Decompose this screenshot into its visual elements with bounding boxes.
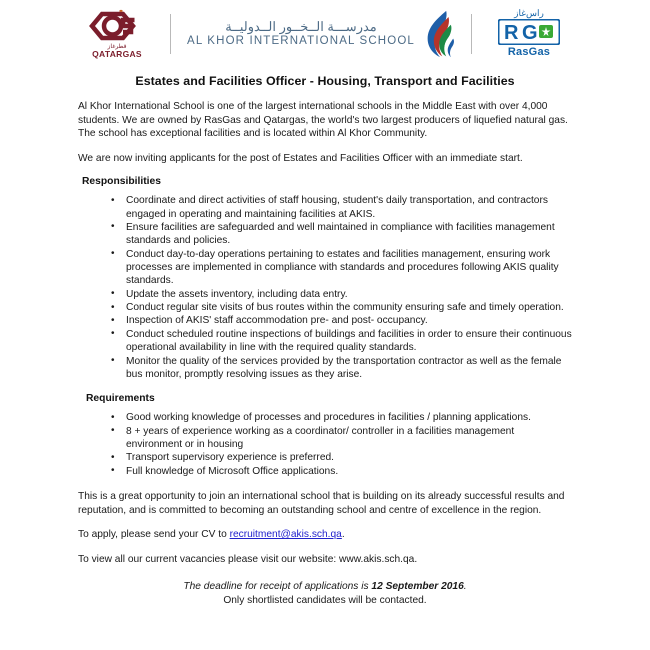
responsibilities-list — [78, 194, 572, 381]
intro-paragraph: Al Khor International School is one of the largest international schools in the Middle East with over 4,000 students. We are owned by RasGas and Qatargas, the world's two largest producers of liquefied natural gas. The school has exceptional facilities and is located within Al Khor Community. — [78, 101, 568, 140]
apply-paragraph — [78, 528, 572, 542]
list-item: • Coordinate and direct activities of staff housing, student's daily transportation, and contractors engaged in operating and maintaining facilities at AKIS. — [78, 194, 572, 221]
responsibilities-heading: Responsibilities — [82, 176, 161, 188]
school-english-name: AL KHOR INTERNATIONAL SCHOOL — [187, 34, 415, 47]
invitation-paragraph: We are now inviting applicants for the post of Estates and Facilities Officer with an immediate start. — [78, 152, 523, 164]
list-item: • 8 + years of experience working as a coordinator/ controller in a facilities management environment or in housing — [78, 425, 572, 452]
logo-header — [0, 0, 650, 62]
deadline-line — [78, 580, 572, 594]
rasgas-logo — [486, 6, 572, 62]
requirements-heading: Requirements — [86, 393, 155, 405]
list-item: • Conduct regular site visits of bus routes within the community ensuring safe and timely operation. — [78, 301, 572, 314]
list-item: • Transport supervisory experience is preferred. — [78, 451, 572, 464]
qatargas-name: QATARGAS — [92, 48, 142, 59]
qatargas-monogram-icon — [87, 9, 147, 43]
list-item: • Ensure facilities are safeguarded and well maintained in compliance with facilities management standards and policies. — [78, 221, 572, 248]
rasgas-monogram-icon — [498, 19, 560, 45]
list-item: • Update the assets inventory, including data entry. — [78, 288, 572, 301]
list-item: • Good working knowledge of processes and procedures in facilities / planning applications. — [78, 411, 572, 424]
recruitment-email-link[interactable]: recruitment@akis.sch.qa — [229, 529, 342, 541]
list-item: • Inspection of AKIS' staff accommodation pre- and post- occupancy. — [78, 314, 572, 327]
shortlist-note: Only shortlisted candidates will be contacted. — [223, 595, 427, 607]
deadline-prefix-text: The deadline for receipt of applications is — [183, 581, 372, 593]
qatargas-arabic-text: قطرغاز — [107, 43, 127, 50]
qatargas-logo — [78, 6, 156, 62]
school-logo — [185, 6, 457, 62]
school-arabic-name: مدرســـة الــخــور الــدوليــة — [225, 18, 377, 34]
deadline-suffix-text: . — [463, 581, 467, 593]
document-body — [0, 62, 650, 608]
apply-suffix-text: . — [341, 529, 345, 541]
page-title: Estates and Facilities Officer - Housing, Transport and Facilities — [135, 74, 515, 88]
deadline-date: 12 September 2016 — [371, 581, 464, 593]
school-flame-icon — [423, 9, 457, 59]
vacancies-paragraph: To view all our current vacancies please visit our website: www.akis.sch.qa. — [78, 553, 418, 565]
list-item: • Conduct day-to-day operations pertaining to estates and facilities management, ensuring work processes are implemented in compliance with standards and procedures following AKIS quality standards. — [78, 248, 572, 288]
rasgas-name: RasGas — [507, 46, 551, 59]
list-item: • Full knowledge of Microsoft Office applications. — [78, 465, 572, 478]
rasgas-arabic-text: راس‌غاز — [514, 8, 544, 19]
requirements-list — [78, 411, 572, 478]
logo-divider-right — [471, 14, 472, 54]
list-item: • Conduct scheduled routine inspections of buildings and facilities in order to ensure their continuous operational availability in line with the required quality standards. — [78, 328, 572, 355]
apply-prefix-text: To apply, please send your CV to — [78, 529, 230, 541]
svg-text:G: G — [522, 22, 538, 45]
logo-divider-left — [170, 14, 171, 54]
svg-text:R: R — [504, 22, 519, 45]
deadline-block — [78, 580, 572, 608]
list-item: • Monitor the quality of the services provided by the transportation contractor as well as the female bus monitor, promptly resolving issues as they arise. — [78, 355, 572, 382]
opportunity-paragraph: This is a great opportunity to join an international school that is building on its already successful results and reputation, and is committed to becoming an outstanding school and centre of excellence in the region. — [78, 491, 565, 516]
